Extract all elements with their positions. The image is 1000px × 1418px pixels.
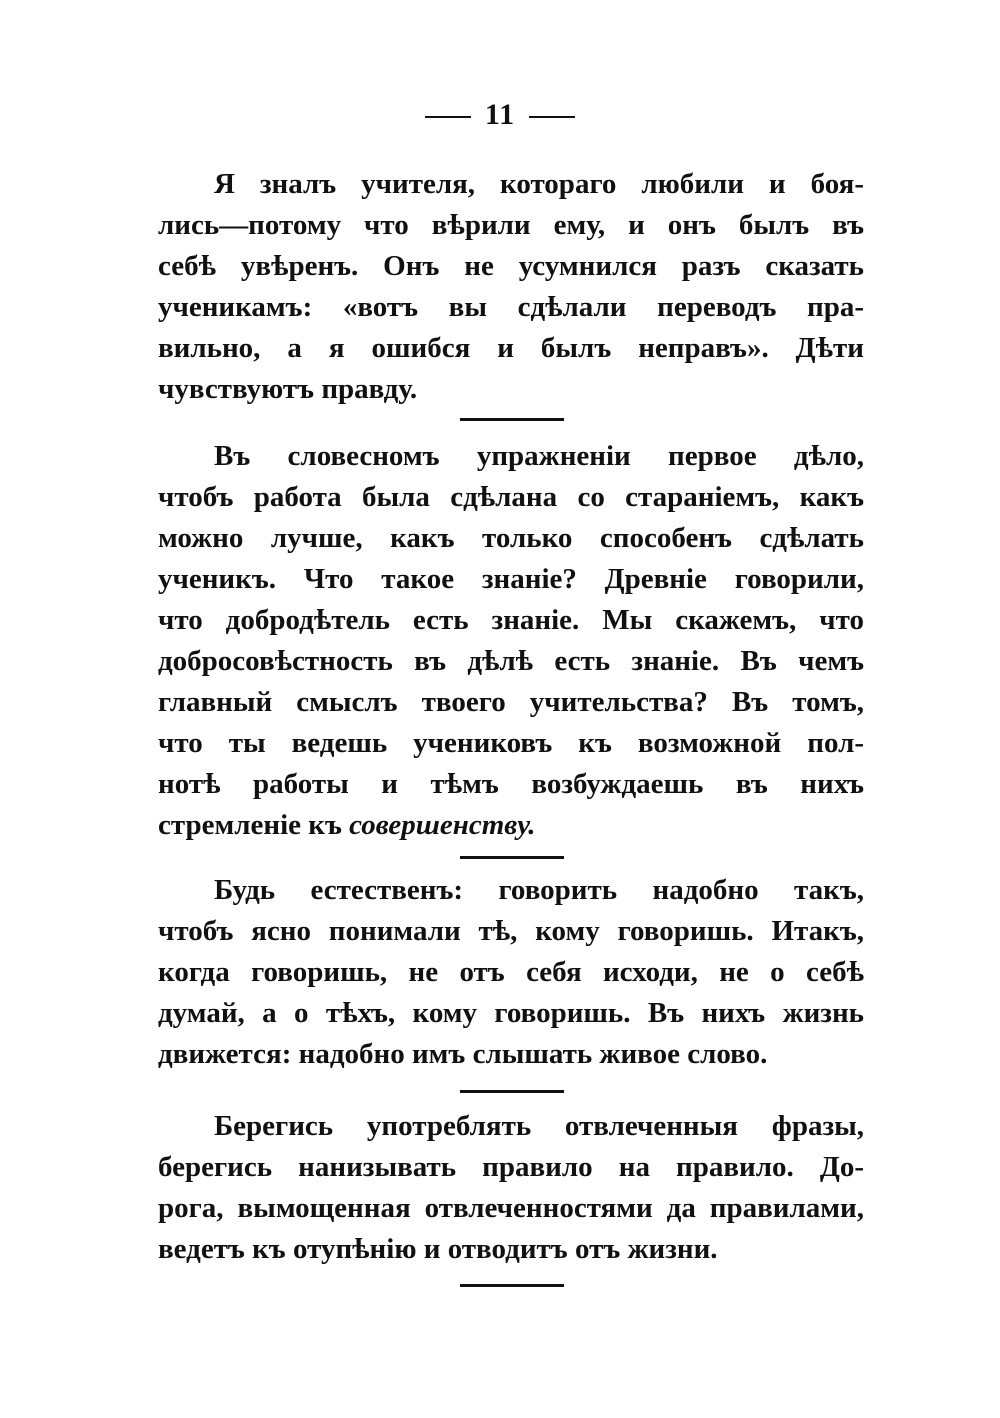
paragraph-line: Въ словесномъ упражненіи первое дѣло,: [214, 440, 864, 472]
paragraph-line: ученикамъ: «вотъ вы сдѣлали переводъ пра-: [158, 291, 864, 323]
paragraph-line: можно лучше, какъ только способенъ сдѣлать: [158, 522, 864, 554]
paragraph-line-text: стремленіе къ: [158, 809, 350, 841]
paragraph-line: что добродѣтель есть знаніе. Мы скажемъ, что: [158, 604, 864, 636]
paragraph-line: берегись нанизывать правило на правило. До-: [158, 1151, 864, 1183]
paragraph-line: ученикъ. Что такое знаніе? Древніе говорили,: [158, 563, 864, 595]
paragraph-line: чувствуютъ правду.: [158, 373, 418, 405]
paragraph-line: чтобъ ясно понимали тѣ, кому говоришь. Итакъ,: [158, 915, 864, 947]
paragraph-line: добросовѣстность въ дѣлѣ есть знаніе. Въ чемъ: [158, 645, 864, 677]
paragraph-line: чтобъ работа была сдѣлана со стараніемъ, какъ: [158, 481, 864, 513]
paragraph-1: [158, 164, 864, 410]
paragraph-line: рога, вымощенная отвлеченностями да правилами,: [158, 1192, 864, 1224]
page-number-text: 11: [484, 98, 516, 131]
section-divider: [460, 1284, 564, 1287]
page-number-dash-right: [529, 116, 575, 118]
page-number-dash-left: [425, 116, 471, 118]
section-divider: [460, 856, 564, 859]
emphasized-word: совершенству.: [349, 809, 536, 841]
paragraph-line: лись—потому что вѣрили ему, и онъ былъ въ: [158, 209, 864, 241]
paragraph-line: Берегись употреблять отвлеченныя фразы,: [214, 1110, 864, 1142]
paragraph-line: когда говоришь, не отъ себя исходи, не о себѣ: [158, 956, 864, 988]
paragraph-line: что ты ведешь учениковъ къ возможной пол-: [158, 727, 864, 759]
section-divider: [460, 418, 564, 421]
paragraph-line: думай, а о тѣхъ, кому говоришь. Въ нихъ жизнь: [158, 997, 864, 1029]
paragraph-line: ведетъ къ отупѣнію и отводитъ отъ жизни.: [158, 1233, 718, 1265]
paragraph-3: [158, 870, 864, 1075]
paragraph-line: себѣ увѣренъ. Онъ не усумнился разъ сказать: [158, 250, 864, 282]
section-divider: [460, 1090, 564, 1093]
paragraph-line-final: [158, 805, 864, 846]
paragraph-line: вильно, а я ошибся и былъ неправъ». Дѣти: [158, 332, 864, 364]
paragraph-line: движется: надобно имъ слышать живое слово.: [158, 1038, 768, 1070]
paragraph-line: нотѣ работы и тѣмъ возбуждаешь въ нихъ: [158, 768, 864, 800]
paragraph-4: [158, 1106, 864, 1270]
paragraph-line: главный смыслъ твоего учительства? Въ томъ,: [158, 686, 864, 718]
paragraph-2: [158, 436, 864, 846]
paragraph-line: Будь естественъ: говорить надобно такъ,: [214, 874, 864, 906]
paragraph-line: Я зналъ учителя, котораго любили и боя-: [214, 168, 864, 200]
page-number: [0, 98, 1000, 132]
